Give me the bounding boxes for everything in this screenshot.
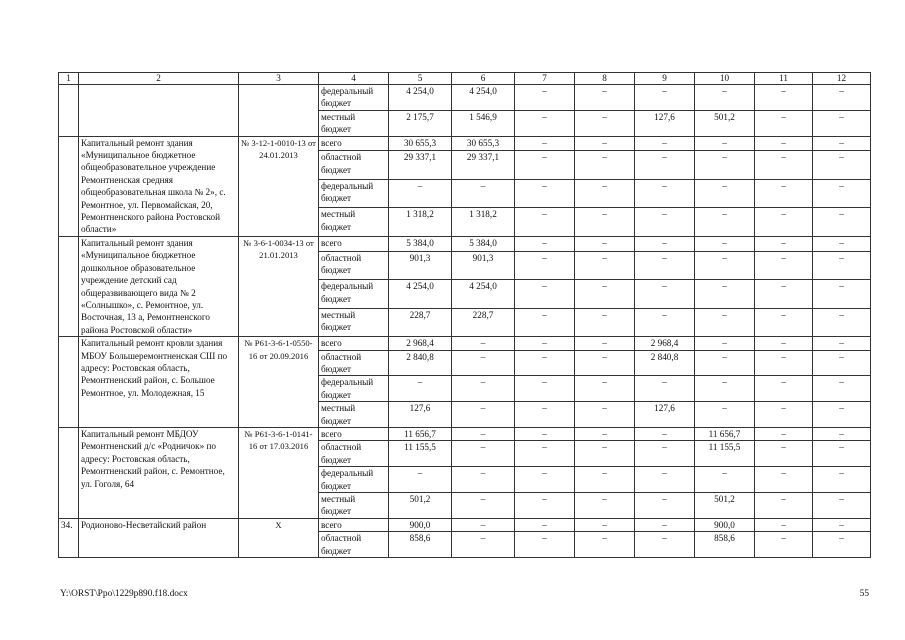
value-cell: 11 155,5 xyxy=(695,441,755,467)
value-cell: 2 968,4 xyxy=(635,337,695,350)
value-cell: – xyxy=(515,85,575,111)
value-cell: – xyxy=(575,518,635,531)
value-cell: – xyxy=(695,337,755,350)
funding-source-cell: местный бюджет xyxy=(319,208,389,237)
value-cell: – xyxy=(575,427,635,440)
value-cell: – xyxy=(813,467,871,493)
value-cell: – xyxy=(515,179,575,207)
value-cell: – xyxy=(755,179,813,207)
value-cell: 29 337,1 xyxy=(389,151,452,179)
column-number-header: 4 xyxy=(319,73,389,85)
value-cell: – xyxy=(635,532,695,558)
value-cell: – xyxy=(813,518,871,531)
value-cell: – xyxy=(452,518,515,531)
value-cell: – xyxy=(755,110,813,136)
value-cell: – xyxy=(695,236,755,251)
value-cell: – xyxy=(515,337,575,350)
row-number-cell xyxy=(59,136,79,236)
row-number-cell xyxy=(59,236,79,336)
value-cell: 2 840,8 xyxy=(389,350,452,376)
row-number-cell: 34. xyxy=(59,518,79,557)
document-ref-cell: № 3-12-1-0010-13 от 24.01.2013 xyxy=(239,136,319,236)
value-cell: 4 254,0 xyxy=(452,85,515,111)
value-cell: – xyxy=(575,337,635,350)
value-cell: – xyxy=(813,350,871,376)
value-cell: – xyxy=(813,337,871,350)
value-cell: – xyxy=(452,179,515,207)
value-cell: 501,2 xyxy=(695,493,755,519)
document-ref-cell: Х xyxy=(239,518,319,557)
value-cell: – xyxy=(575,350,635,376)
value-cell: – xyxy=(695,251,755,279)
column-number-header: 5 xyxy=(389,73,452,85)
value-cell: – xyxy=(635,280,695,308)
value-cell: 900,0 xyxy=(695,518,755,531)
object-name-cell: Капитальный ремонт здания «Муниципальное бюджетное общеобразовательное учреждение Ремонтненская средняя общеобразовательная школа № 2», с. Ремонтное, ул. Первомайская, 20, Ремонтненского района Ростовской области» xyxy=(79,136,239,236)
value-cell: 501,2 xyxy=(695,110,755,136)
column-number-header: 11 xyxy=(755,73,813,85)
table-row xyxy=(59,337,871,350)
table-row xyxy=(59,518,871,531)
value-cell: – xyxy=(515,518,575,531)
value-cell: 858,6 xyxy=(695,532,755,558)
value-cell: – xyxy=(695,402,755,428)
value-cell: – xyxy=(635,518,695,531)
column-number-header: 10 xyxy=(695,73,755,85)
value-cell: 29 337,1 xyxy=(452,151,515,179)
value-cell: 127,6 xyxy=(635,110,695,136)
value-cell: – xyxy=(755,308,813,337)
value-cell: 228,7 xyxy=(389,308,452,337)
row-number-cell xyxy=(59,337,79,428)
value-cell: – xyxy=(452,350,515,376)
value-cell: – xyxy=(452,337,515,350)
value-cell: – xyxy=(813,441,871,467)
table-row xyxy=(59,427,871,440)
value-cell: – xyxy=(515,136,575,151)
value-cell: – xyxy=(389,467,452,493)
funding-source-cell: местный бюджет xyxy=(319,308,389,337)
funding-source-cell: областной бюджет xyxy=(319,441,389,467)
header-row xyxy=(59,73,871,85)
funding-source-cell: местный бюджет xyxy=(319,402,389,428)
value-cell: – xyxy=(575,376,635,402)
value-cell: – xyxy=(452,427,515,440)
document-page xyxy=(58,72,871,558)
value-cell: 5 384,0 xyxy=(452,236,515,251)
object-name-cell: Родионово-Несветайский район xyxy=(79,518,239,557)
value-cell: – xyxy=(389,376,452,402)
value-cell: 5 384,0 xyxy=(389,236,452,251)
value-cell: – xyxy=(755,518,813,531)
value-cell: – xyxy=(813,532,871,558)
value-cell: – xyxy=(515,376,575,402)
value-cell: – xyxy=(575,236,635,251)
value-cell: – xyxy=(813,280,871,308)
value-cell: – xyxy=(575,402,635,428)
funding-source-cell: местный бюджет xyxy=(319,110,389,136)
value-cell: 1 318,2 xyxy=(452,208,515,237)
value-cell: – xyxy=(813,208,871,237)
value-cell: – xyxy=(515,441,575,467)
value-cell: – xyxy=(755,236,813,251)
document-ref-cell: № 3-6-1-0034-13 от 21.01.2013 xyxy=(239,236,319,336)
value-cell: 30 655,3 xyxy=(389,136,452,151)
value-cell: – xyxy=(452,467,515,493)
value-cell: – xyxy=(695,467,755,493)
table-row xyxy=(59,85,871,111)
value-cell: 127,6 xyxy=(389,402,452,428)
value-cell: – xyxy=(695,136,755,151)
value-cell: 4 254,0 xyxy=(389,85,452,111)
value-cell: – xyxy=(755,85,813,111)
value-cell: – xyxy=(515,402,575,428)
column-number-header: 6 xyxy=(452,73,515,85)
value-cell: – xyxy=(515,110,575,136)
value-cell: 1 546,9 xyxy=(452,110,515,136)
value-cell: – xyxy=(515,280,575,308)
value-cell: – xyxy=(813,136,871,151)
value-cell: – xyxy=(755,427,813,440)
value-cell: – xyxy=(813,376,871,402)
funding-source-cell: областной бюджет xyxy=(319,151,389,179)
value-cell: – xyxy=(515,467,575,493)
value-cell: – xyxy=(755,208,813,237)
value-cell: – xyxy=(575,151,635,179)
value-cell: – xyxy=(575,208,635,237)
value-cell: – xyxy=(452,402,515,428)
value-cell: – xyxy=(515,208,575,237)
value-cell: – xyxy=(575,136,635,151)
value-cell: – xyxy=(452,493,515,519)
column-number-header: 12 xyxy=(813,73,871,85)
value-cell: – xyxy=(635,251,695,279)
column-number-header: 2 xyxy=(79,73,239,85)
value-cell: – xyxy=(575,532,635,558)
value-cell: 901,3 xyxy=(389,251,452,279)
value-cell: 11 656,7 xyxy=(389,427,452,440)
value-cell: – xyxy=(389,179,452,207)
value-cell: – xyxy=(755,251,813,279)
value-cell: – xyxy=(515,350,575,376)
value-cell: 501,2 xyxy=(389,493,452,519)
funding-source-cell: всего xyxy=(319,236,389,251)
funding-source-cell: федеральный бюджет xyxy=(319,467,389,493)
funding-source-cell: всего xyxy=(319,518,389,531)
value-cell: – xyxy=(515,532,575,558)
value-cell: – xyxy=(813,110,871,136)
value-cell: – xyxy=(755,532,813,558)
funding-source-cell: областной бюджет xyxy=(319,251,389,279)
value-cell: – xyxy=(813,151,871,179)
value-cell: – xyxy=(452,441,515,467)
value-cell: 901,3 xyxy=(452,251,515,279)
document-ref-cell xyxy=(239,85,319,137)
value-cell: – xyxy=(515,151,575,179)
value-cell: – xyxy=(755,337,813,350)
object-name-cell: Капитальный ремонт МБДОУ Ремонтненский д/с «Родничок» по адресу: Ростовская область, Ремонтненский район, с. Ремонтное, ул. Гоголя, 64 xyxy=(79,427,239,518)
value-cell: – xyxy=(813,493,871,519)
value-cell: – xyxy=(755,467,813,493)
value-cell: – xyxy=(813,179,871,207)
funding-source-cell: областной бюджет xyxy=(319,350,389,376)
budget-table xyxy=(58,72,871,558)
value-cell: – xyxy=(515,308,575,337)
value-cell: – xyxy=(452,532,515,558)
value-cell: – xyxy=(813,251,871,279)
value-cell: – xyxy=(635,208,695,237)
footer-file-path: Y:\ORST\Ppo\1229p890.f18.docx xyxy=(60,589,188,599)
value-cell: – xyxy=(575,110,635,136)
document-ref-cell: № Р61-3-6-1-0141-16 от 17.03.2016 xyxy=(239,427,319,518)
row-number-cell xyxy=(59,85,79,137)
value-cell: – xyxy=(755,280,813,308)
column-number-header: 9 xyxy=(635,73,695,85)
value-cell: – xyxy=(755,441,813,467)
column-number-header: 7 xyxy=(515,73,575,85)
value-cell: – xyxy=(515,427,575,440)
value-cell: – xyxy=(635,467,695,493)
table-row xyxy=(59,236,871,251)
value-cell: – xyxy=(575,441,635,467)
value-cell: – xyxy=(755,350,813,376)
funding-source-cell: областной бюджет xyxy=(319,532,389,558)
funding-source-cell: федеральный бюджет xyxy=(319,179,389,207)
row-number-cell xyxy=(59,427,79,518)
funding-source-cell: федеральный бюджет xyxy=(319,376,389,402)
value-cell: – xyxy=(755,151,813,179)
value-cell: 4 254,0 xyxy=(389,280,452,308)
funding-source-cell: всего xyxy=(319,337,389,350)
value-cell: – xyxy=(635,85,695,111)
column-number-header: 3 xyxy=(239,73,319,85)
value-cell: 11 155,5 xyxy=(389,441,452,467)
value-cell: 1 318,2 xyxy=(389,208,452,237)
object-name-cell: Капитальный ремонт кровли здания МБОУ Большеремонтненская СШ по адресу: Ростовская область, Ремонтненский район, с. Большое Ремонтное, ул. Молодежная, 15 xyxy=(79,337,239,428)
value-cell: – xyxy=(695,280,755,308)
value-cell: – xyxy=(575,179,635,207)
value-cell: – xyxy=(635,376,695,402)
funding-source-cell: всего xyxy=(319,427,389,440)
value-cell: – xyxy=(635,179,695,207)
value-cell: – xyxy=(813,402,871,428)
value-cell: 2 175,7 xyxy=(389,110,452,136)
value-cell: – xyxy=(635,427,695,440)
funding-source-cell: федеральный бюджет xyxy=(319,85,389,111)
value-cell: – xyxy=(755,376,813,402)
value-cell: – xyxy=(695,376,755,402)
value-cell: – xyxy=(575,85,635,111)
object-name-cell xyxy=(79,85,239,137)
value-cell: – xyxy=(635,441,695,467)
value-cell: – xyxy=(575,467,635,493)
value-cell: 127,6 xyxy=(635,402,695,428)
value-cell: – xyxy=(575,493,635,519)
table-row xyxy=(59,136,871,151)
value-cell: – xyxy=(635,308,695,337)
value-cell: – xyxy=(575,308,635,337)
value-cell: – xyxy=(575,251,635,279)
value-cell: – xyxy=(695,208,755,237)
value-cell: – xyxy=(755,493,813,519)
page-number: 55 xyxy=(859,589,869,599)
value-cell: 4 254,0 xyxy=(452,280,515,308)
value-cell: – xyxy=(575,280,635,308)
value-cell: – xyxy=(695,151,755,179)
value-cell: 2 840,8 xyxy=(635,350,695,376)
value-cell: 2 968,4 xyxy=(389,337,452,350)
value-cell: – xyxy=(515,493,575,519)
object-name-cell: Капитальный ремонт здания «Муниципальное бюджетное дошкольное образовательное учреждение детский сад общеразвивающего вида № 2 «Солнышко», с. Ремонтное, ул. Восточная, 13 а, Ремонтненского района Ростовской области» xyxy=(79,236,239,336)
value-cell: 858,6 xyxy=(389,532,452,558)
document-ref-cell: № Р61-3-6-1-0550-16 от 20.09.2016 xyxy=(239,337,319,428)
value-cell: – xyxy=(635,236,695,251)
value-cell: – xyxy=(515,236,575,251)
value-cell: – xyxy=(635,151,695,179)
value-cell: – xyxy=(515,251,575,279)
value-cell: – xyxy=(635,493,695,519)
funding-source-cell: всего xyxy=(319,136,389,151)
value-cell: – xyxy=(452,376,515,402)
value-cell: – xyxy=(813,85,871,111)
value-cell: 900,0 xyxy=(389,518,452,531)
funding-source-cell: федеральный бюджет xyxy=(319,280,389,308)
value-cell: 228,7 xyxy=(452,308,515,337)
value-cell: – xyxy=(695,308,755,337)
value-cell: – xyxy=(695,350,755,376)
funding-source-cell: местный бюджет xyxy=(319,493,389,519)
value-cell: – xyxy=(695,85,755,111)
value-cell: 30 655,3 xyxy=(452,136,515,151)
column-number-header: 8 xyxy=(575,73,635,85)
value-cell: – xyxy=(695,179,755,207)
value-cell: – xyxy=(813,308,871,337)
value-cell: – xyxy=(755,136,813,151)
column-number-header: 1 xyxy=(59,73,79,85)
value-cell: – xyxy=(813,236,871,251)
value-cell: – xyxy=(755,402,813,428)
value-cell: – xyxy=(635,136,695,151)
value-cell: – xyxy=(813,427,871,440)
table-body xyxy=(59,73,871,558)
value-cell: 11 656,7 xyxy=(695,427,755,440)
